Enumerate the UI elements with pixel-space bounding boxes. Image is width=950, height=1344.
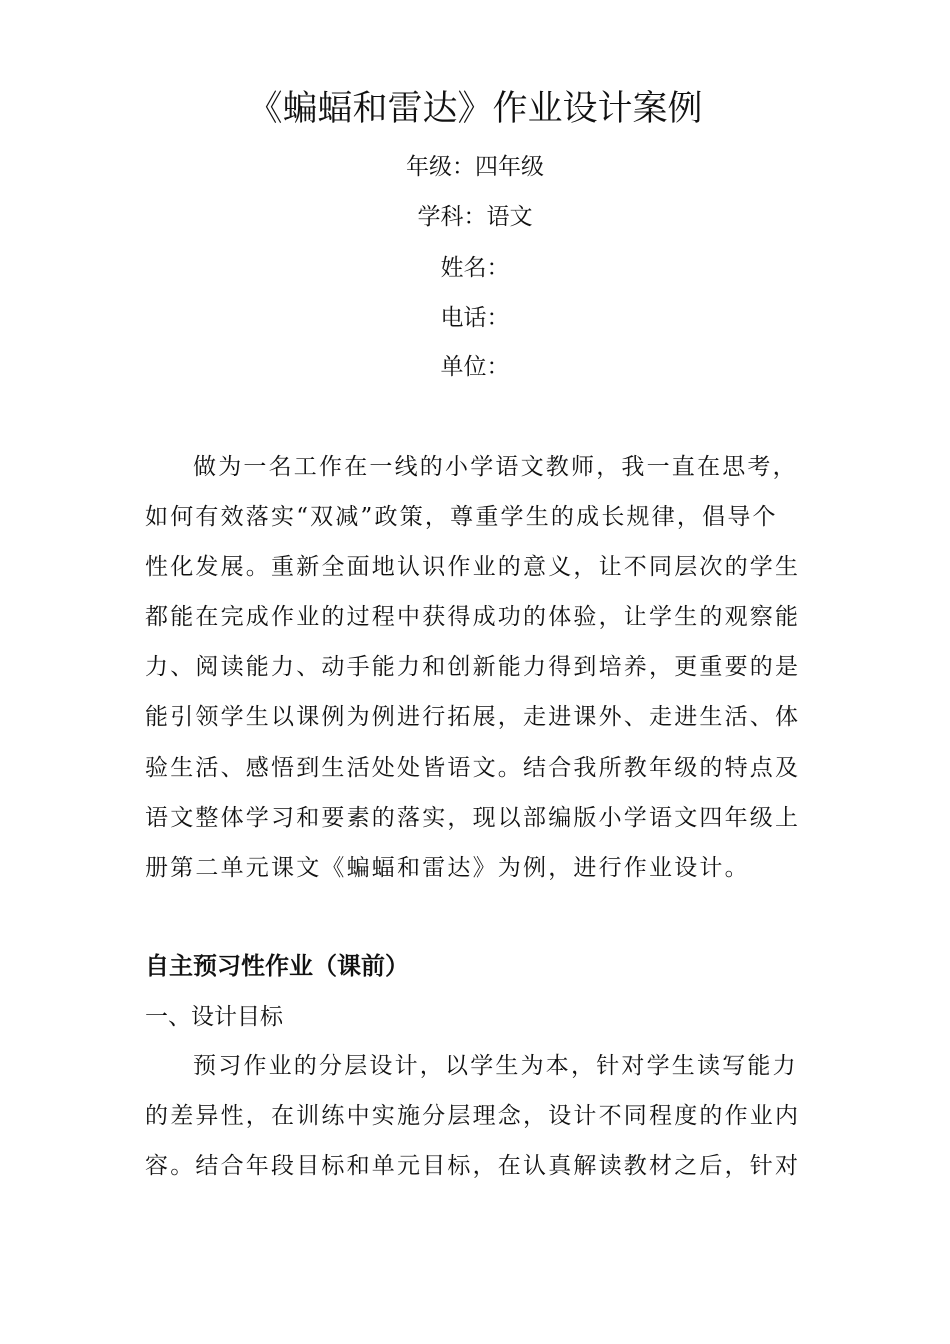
paragraph-line: 如何有效落实“双减”政策，尊重学生的成长规律，倡导个 (145, 504, 778, 531)
paragraph-line: 语文整体学习和要素的落实，现以部编版小学语文四年级上 (145, 804, 801, 831)
subject-line: 学科：语文 (417, 204, 533, 230)
unit-line: 单位： (440, 354, 510, 380)
paragraph-line: 都能在完成作业的过程中获得成功的体验，让学生的观察能 (145, 604, 801, 631)
grade-line: 年级：四年级 (406, 154, 544, 180)
paragraph-line: 的差异性，在训练中实施分层理念，设计不同程度的作业内 (145, 1103, 801, 1130)
section-paragraph (145, 1049, 807, 1199)
paragraph-line: 性化发展。重新全面地认识作业的意义，让不同层次的学生 (145, 554, 801, 581)
paragraph-line: 容。结合年段目标和单元目标，在认真解读教材之后，针对 (145, 1153, 801, 1180)
paragraph-line: 册第二单元课文《蝙蝠和雷达》为例，进行作业设计。 (145, 854, 750, 881)
intro-paragraph (145, 450, 807, 901)
paragraph-line: 预习作业的分层设计，以学生为本，针对学生读写能力 (193, 1053, 798, 1079)
paragraph-line: 验生活、感悟到生活处处皆语文。结合我所教年级的特点及 (145, 754, 801, 781)
section-heading: 自主预习性作业（课前） (145, 952, 409, 980)
name-line: 姓名： (440, 255, 510, 281)
phone-line: 电话： (440, 305, 510, 331)
section-subheading: 一、设计目标 (145, 1004, 283, 1030)
paragraph-line: 能引领学生以课例为例进行拓展，走进课外、走进生活、体 (145, 704, 801, 731)
paragraph-line: 做为一名工作在一线的小学语文教师，我一直在思考， (193, 454, 798, 480)
paragraph-line: 力、阅读能力、动手能力和创新能力得到培养，更重要的是 (145, 654, 801, 681)
document-title: 《蝙蝠和雷达》作业设计案例 (247, 89, 703, 129)
